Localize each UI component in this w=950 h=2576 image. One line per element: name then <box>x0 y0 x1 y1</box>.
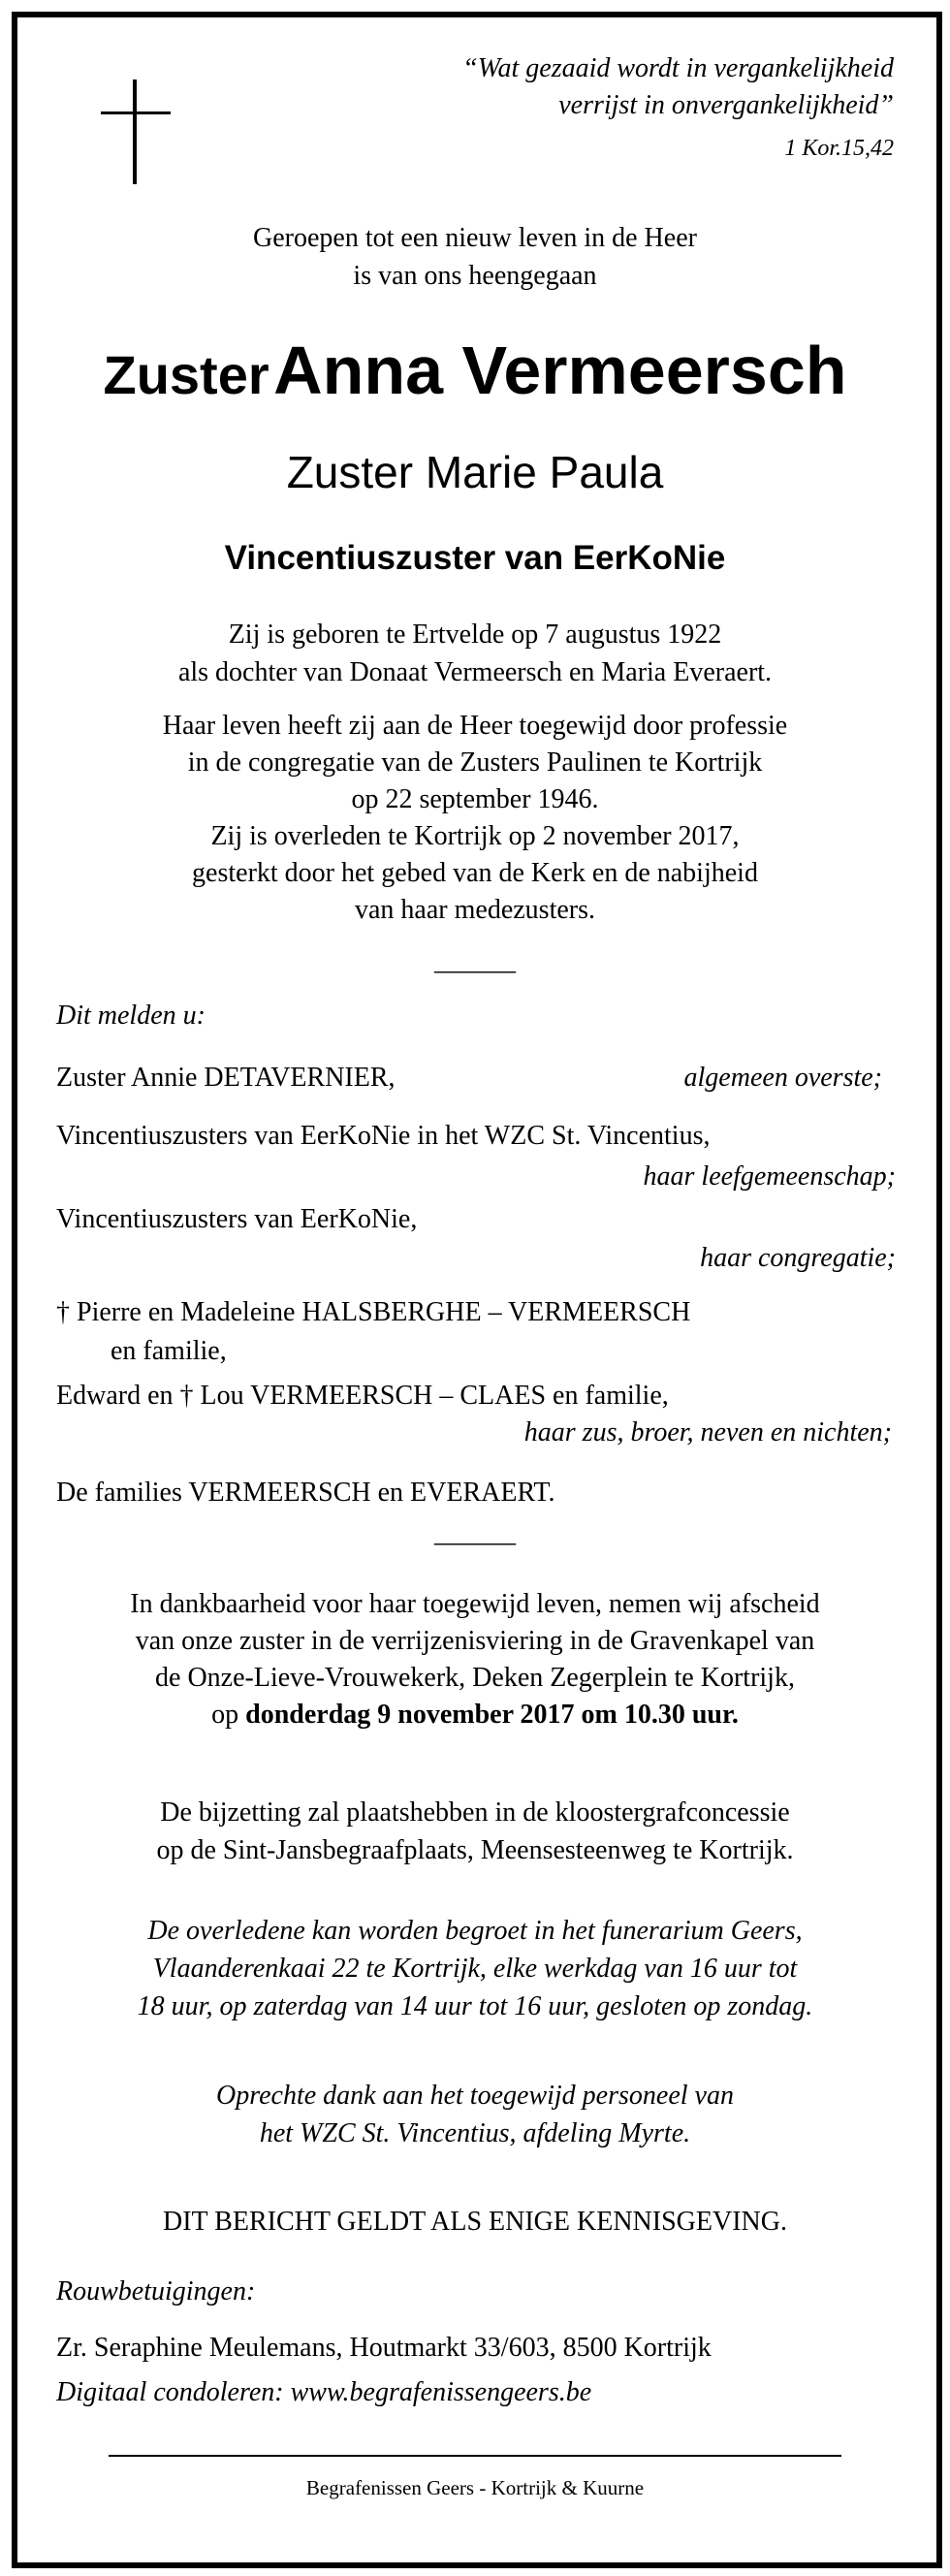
viewing-line: De overledene kan worden begroet in het funerarium Geers, <box>147 1916 803 1946</box>
funeral-line: de Onze-Lieve-Vrouwekerk, Deken Zegerplein te Kortrijk, <box>155 1663 795 1693</box>
condolence-link[interactable]: www.begrafenissengeers.be <box>290 2377 592 2407</box>
divider: ______ <box>434 946 516 976</box>
birth-paragraph <box>0 616 950 691</box>
congregation: Vincentiuszuster van EerKoNie <box>224 539 726 577</box>
thanks-line: Oprechte dank aan het toegewijd personeel van <box>216 2081 734 2111</box>
announcer-name: De families VERMEERSCH en EVERAERT. <box>56 1478 555 1508</box>
religious-name: Zuster Marie Paula <box>286 447 664 497</box>
life-paragraph <box>0 708 950 929</box>
intro <box>0 219 950 295</box>
life-line: van haar medezusters. <box>355 895 595 925</box>
thanks-paragraph <box>0 2077 950 2152</box>
viewing-line: Vlaanderenkaai 22 te Kortrijk, elke werkdag van 16 uur tot <box>152 1954 798 1984</box>
funeral-paragraph <box>0 1586 950 1733</box>
viewing-paragraph <box>0 1912 950 2025</box>
digital-label: Digitaal condoleren: <box>56 2377 284 2407</box>
birth-line: als dochter van Donaat Vermeersch en Maria Everaert. <box>177 657 773 687</box>
announcer-name: † Pierre en Madeleine HALSBERGHE – VERMEERSCH <box>56 1297 691 1327</box>
announcer-name: Edward en † Lou VERMEERSCH – CLAES en familie, <box>56 1381 669 1411</box>
announcer-name: Vincentiuszusters van EerKoNie, <box>56 1204 418 1234</box>
notice: DIT BERICHT GELDT ALS ENIGE KENNISGEVING. <box>163 2207 787 2237</box>
quote-reference: 1 Kor.15,42 <box>784 136 894 161</box>
burial-paragraph <box>0 1794 950 1869</box>
bible-quote <box>462 50 894 124</box>
name-full: Anna Vermeersch <box>273 333 847 408</box>
name-prefix: Zuster <box>103 344 269 405</box>
footer-credit: Begrafenissen Geers - Kortrijk & Kuurne <box>305 2476 645 2499</box>
divider: ______ <box>434 1518 516 1548</box>
footer-rule <box>109 2455 841 2457</box>
funeral-line: In dankbaarheid voor haar toegewijd leven, nemen wij afscheid <box>130 1589 820 1619</box>
life-line: op 22 september 1946. <box>351 784 599 814</box>
birth-line: Zij is geboren te Ertvelde op 7 augustus 1922 <box>228 620 722 650</box>
deceased-name <box>0 332 950 409</box>
life-line: Zij is overleden te Kortrijk op 2 november 2017, <box>210 821 740 851</box>
life-line: Haar leven heeft zij aan de Heer toegewijd door professie <box>162 711 788 741</box>
viewing-line: 18 uur, op zaterdag van 14 uur tot 16 uur, gesloten op zondag. <box>137 1991 813 2021</box>
announcer-role: haar zus, broer, neven en nichten; <box>523 1417 892 1447</box>
intro-line: Geroepen tot een nieuw leven in de Heer <box>253 223 697 253</box>
funeral-date-prefix: op <box>211 1700 239 1730</box>
announcer-name-cont: en familie, <box>111 1336 227 1366</box>
quote-line: “Wat gezaaid wordt in vergankelijkheid <box>462 53 894 83</box>
funeral-date-line <box>0 1697 950 1733</box>
announcer-name: Vincentiuszusters van EerKoNie in het WZC St. Vincentius, <box>56 1121 711 1151</box>
intro-line: is van ons heengegaan <box>353 261 597 291</box>
burial-line: op de Sint-Jansbegraafplaats, Meensesteenweg te Kortrijk. <box>156 1835 794 1865</box>
announcer-role: algemeen overste; <box>683 1063 882 1093</box>
burial-line: De bijzetting zal plaatshebben in de kloostergrafconcessie <box>160 1797 790 1828</box>
announcers-heading: Dit melden u: <box>56 1001 206 1031</box>
cross-icon <box>99 78 176 186</box>
thanks-line: het WZC St. Vincentius, afdeling Myrte. <box>259 2118 691 2148</box>
digital-condolences <box>56 2377 591 2408</box>
quote-line: verrijst in onvergankelijkheid” <box>558 90 894 120</box>
condolences-address: Zr. Seraphine Meulemans, Houtmarkt 33/603, 8500 Kortrijk <box>56 2333 712 2363</box>
announcer-role: haar leefgemeenschap; <box>643 1161 896 1192</box>
life-line: in de congregatie van de Zusters Paulinen te Kortrijk <box>187 747 763 778</box>
announcer-name: Zuster Annie DETAVERNIER, <box>56 1063 396 1093</box>
condolences-heading: Rouwbetuigingen: <box>56 2276 256 2306</box>
announcer-role: haar congregatie; <box>700 1243 896 1273</box>
funeral-line: van onze zuster in de verrijzenisviering in de Gravenkapel van <box>135 1626 815 1656</box>
funeral-date: donderdag 9 november 2017 om 10.30 uur. <box>245 1700 739 1730</box>
life-line: gesterkt door het gebed van de Kerk en de nabijheid <box>192 858 758 888</box>
